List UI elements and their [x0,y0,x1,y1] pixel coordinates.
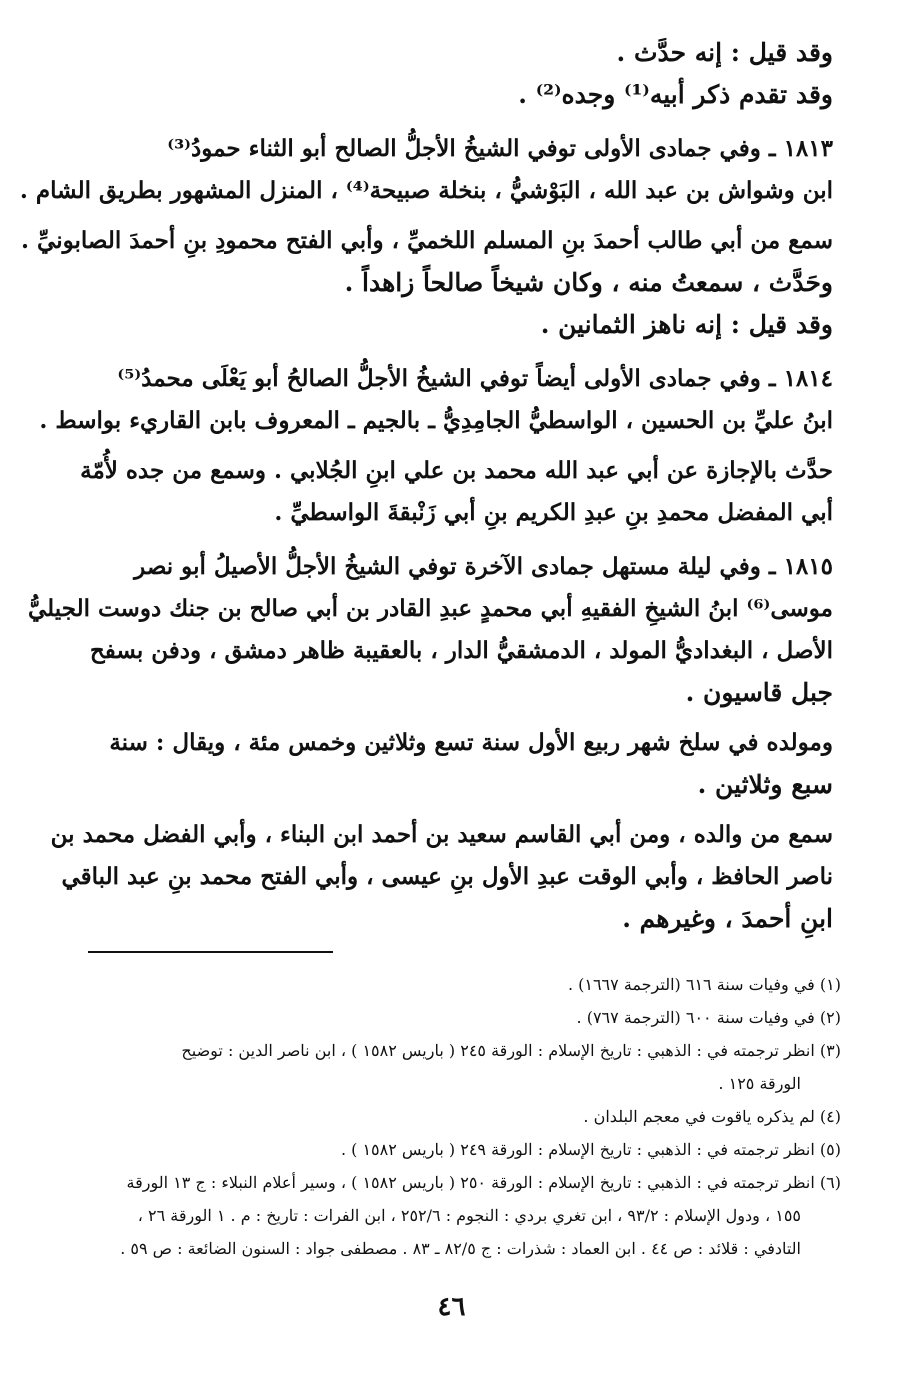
text-line: سبع وثلاثين . [697,770,833,799]
text-line: سمع من أبي طالب أحمدَ بنِ المسلم اللخميِّ ، وأبي الفتح محمودِ بنِ أحمدَ الصابونيِّ . [21,227,833,254]
text-line: حدَّث بالإجازة عن أبي عبد الله محمد بن علي ابنِ الجُلابي . وسمع من جده لأُمّة [80,457,833,484]
footnote: (٥) انظر ترجمته في : الذهبي : تاريخ الإسلام : الورقة ٢٤٩ ( باريس ١٥٨٢ ) . [340,1140,841,1159]
text-line: وقد قيل : إنه ناهز الثمانين . [540,310,833,339]
text-line: أبي المفضل محمدِ بنِ عبدِ الكريم بنِ أبي زَنْبقةَ الواسطيِّ . [274,499,833,526]
footnote: (٦) انظر ترجمته في : الذهبي : تاريخ الإسلام : الورقة ٢٥٠ ( باريس ١٥٨٢ ) ، وسير أعلام النبلاء : ج ١٣ الورقة [126,1173,841,1192]
footnote: (٢) في وفيات سنة ٦٠٠ (الترجمة ٧٦٧) . [576,1008,841,1027]
text-line: ابن وشواش بن عبد الله ، البَوْشيُّ ، بنخلة صبيحة⁽⁴⁾ ، المنزل المشهور بطريق الشام . [19,177,833,204]
text-line: وحَدَّث ، سمعتُ منه ، وكان شيخاً صالحاً زاهداً . [344,268,833,297]
entry-heading-1815: ١٨١٥ ـ وفي ليلة مستهل جمادى الآخرة توفي الشيخُ الأجلُّ الأصيلُ أبو نصر [134,553,833,580]
footnote-continuation: الورقة ١٢٥ . [718,1074,801,1093]
text-line: موسى⁽⁶⁾ ابنُ الشيخِ الفقيهِ أبي محمدٍ عبدِ القادر بن أبي صالح بن جنك دوست الجيليُّ [28,595,833,622]
text-line: الأصل ، البغداديُّ المولد ، الدمشقيُّ الدار ، بالعقيبة ظاهر دمشق ، ودفن بسفح [89,637,833,664]
entry-heading-1813: ١٨١٣ ـ وفي جمادى الأولى توفي الشيخُ الأجلُّ الصالح أبو الثناء حمودُ⁽³⁾ [167,135,833,162]
text-line: ابنُ عليِّ بن الحسين ، الواسطيُّ الجامِدِيُّ ـ بالجيم ـ المعروف بابن القاريء بواسط . [39,407,833,434]
text-line: وقد تقدم ذكر أبيه⁽¹⁾ وجده⁽²⁾ . [518,80,833,109]
text-line: ابنِ أحمدَ ، وغيرهم . [622,904,833,933]
footnote: (٤) لم يذكره ياقوت في معجم البلدان . [583,1107,841,1126]
entry-heading-1814: ١٨١٤ ـ وفي جمادى الأولى أيضاً توفي الشيخُ الأجلُّ الصالحُ أبو يَعْلَى محمدُ⁽⁵⁾ [117,365,833,392]
footnotes [56,968,841,1265]
footnote-continuation: التادفي : قلائد : ص ٤٤ . ابن العماد : شذرات : ج ٨٢/٥ ـ ٨٣ . مصطفى جواد : السنون الضائعة : ص ٥٩ . [120,1239,801,1258]
text-line: ناصر الحافظ ، وأبي الوقت عبدِ الأول بنِ عيسى ، وأبي الفتح محمد بنِ عبد الباقي [61,863,833,890]
footnote-divider [88,951,333,953]
text-line: وقد قيل : إنه حدَّث . [616,38,833,67]
text-line: سمع من والده ، ومن أبي القاسم سعيد بن أحمد ابن البناء ، وأبي الفضل محمد بن [50,821,833,848]
text-line: ومولده في سلخ شهر ربيع الأول سنة تسع وثلاثين وخمس مئة ، ويقال : سنة [109,729,833,756]
footnote-continuation: ١٥٥ ، ودول الإسلام : ٩٣/٢ ، ابن تغري بردي : النجوم : ٢٥٢/٦ ، ابن الفرات : تاريخ : م . ١ الورقة ٢٦ ، [137,1206,801,1225]
main-text [19,32,833,940]
footnote: (١) في وفيات سنة ٦١٦ (الترجمة ١٦٦٧) . [567,975,841,994]
text-line: جبل قاسيون . [685,678,833,707]
footnote: (٣) انظر ترجمته في : الذهبي : تاريخ الإسلام : الورقة ٢٤٥ ( باريس ١٥٨٢ ) ، ابن ناصر الدين : توضيح [181,1041,841,1060]
page-number: ٤٦ [437,1292,466,1322]
